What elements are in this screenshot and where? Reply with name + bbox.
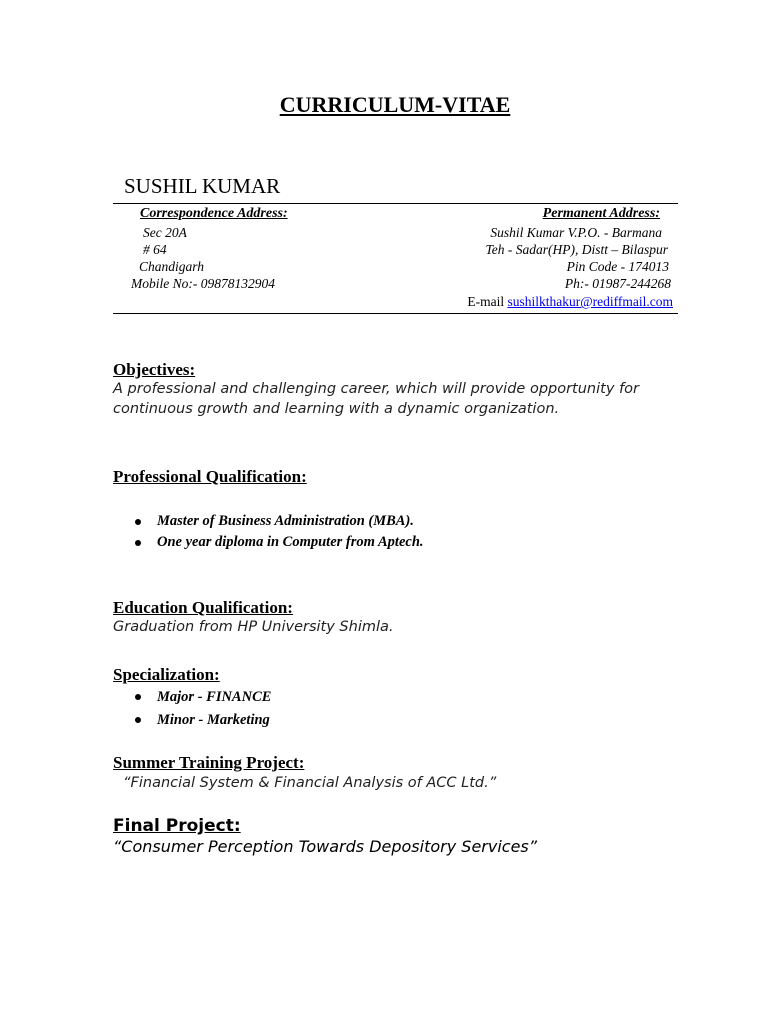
summer-training-text: “Financial System & Financial Analysis of ACC Ltd.” (123, 775, 497, 791)
phone-number: Ph:- 01987-244268 (564, 276, 671, 291)
correspondence-line: Chandigarh (139, 259, 205, 274)
permanent-line: Sushil Kumar V.P.O. - Barmana (490, 225, 662, 240)
list-item: Minor - Marketing (113, 709, 271, 732)
education-text: Graduation from HP University Shimla. (113, 619, 394, 635)
page-title: CURRICULUM-VITAE (279, 92, 511, 117)
email-link[interactable]: sushilkthakur@rediffmail.com (507, 294, 673, 309)
permanent-line: Pin Code - 174013 (566, 259, 669, 274)
final-project-heading: Final Project: (113, 816, 241, 836)
list-item: Major - FINANCE (113, 686, 271, 709)
email-row (467, 294, 673, 310)
correspondence-line: Sec 20A (143, 225, 187, 240)
professional-qualification-list (113, 511, 424, 553)
objectives-text-line2: continuous growth and learning with a dynamic organization. (113, 401, 560, 417)
summer-training-heading: Summer Training Project: (113, 753, 305, 772)
permanent-line: Teh - Sadar(HP), Distt – Bilaspur (485, 242, 668, 257)
education-qualification-heading: Education Qualification: (113, 598, 293, 617)
final-project-text: “Consumer Perception Towards Depository Services” (113, 837, 538, 856)
list-item: Master of Business Administration (MBA). (113, 511, 424, 532)
candidate-name: SUSHIL KUMAR (124, 174, 281, 198)
mobile-number: Mobile No:- 09878132904 (131, 276, 275, 291)
correspondence-line: # 64 (143, 242, 167, 257)
professional-qualification-heading: Professional Qualification: (113, 467, 307, 486)
email-label: E-mail (467, 294, 508, 309)
bottom-divider (113, 313, 678, 314)
correspondence-address-heading: Correspondence Address: (140, 206, 288, 221)
list-item: One year diploma in Computer from Aptech. (113, 532, 424, 553)
permanent-address-heading: Permanent Address: (542, 206, 660, 221)
objectives-text-line1: A professional and challenging career, which will provide opportunity for (113, 381, 639, 397)
top-divider (113, 203, 678, 204)
objectives-heading: Objectives: (113, 360, 196, 379)
specialization-heading: Specialization: (113, 665, 220, 684)
specialization-list (113, 686, 271, 732)
